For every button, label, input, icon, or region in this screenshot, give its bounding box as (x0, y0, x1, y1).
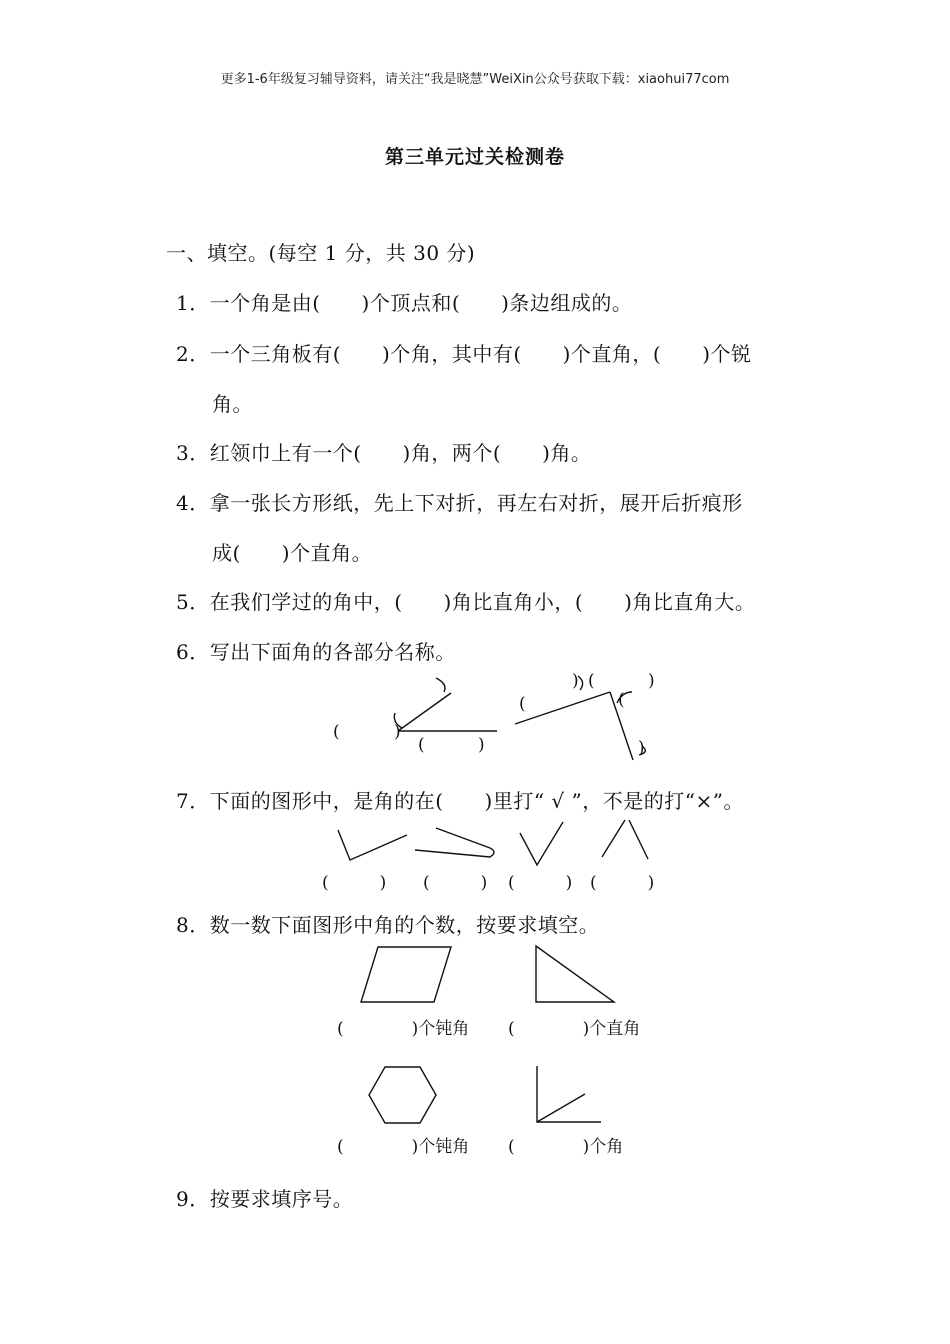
question-2-line-2: 角。 (212, 392, 253, 416)
question-4-line-2: 成( )个直角。 (212, 541, 373, 565)
page-header-note: 更多1-6年级复习辅导资料，请关注“我是晓慧”WeiXin公众号获取下载：xiaohui77com (220, 72, 730, 87)
question-4-line-1: 4．拿一张长方形纸，先上下对折，再左右对折，展开后折痕形 (176, 491, 743, 515)
q7-blank-2[interactable]: ( ) (423, 873, 488, 893)
q8-label-hexagon[interactable]: ( )个钝角 (337, 1137, 470, 1157)
q6-blank-close-1: ) (394, 722, 401, 742)
q7-figure-4-line-a (602, 820, 625, 857)
question-1: 1．一个角是由( )个顶点和( )条边组成的。 (176, 291, 633, 315)
q8-parallelogram (361, 947, 451, 1002)
q6-blank-close-4: ) (648, 671, 655, 691)
page-title: 第三单元过关检测卷 (384, 146, 565, 168)
q6-angle2-arc-mark-top (578, 676, 583, 690)
q7-figure-3-angle (520, 822, 563, 865)
question-8: 8．数一数下面图形中角的个数，按要求填空。 (176, 913, 600, 937)
q7-blank-1[interactable]: ( ) (322, 873, 387, 893)
q6-blank-close-5: ) (638, 738, 645, 758)
q6-angle1-arc-mark (436, 678, 445, 692)
q8-angle-lines (537, 1066, 601, 1122)
q6-angle1-side-slanted (398, 693, 451, 731)
q6-blank-open-1: ( (333, 722, 340, 742)
question-5: 5．在我们学过的角中，( )角比直角小，( )角比直角大。 (176, 590, 756, 614)
question-6: 6．写出下面角的各部分名称。 (176, 640, 456, 664)
q7-blank-4[interactable]: ( ) (590, 873, 655, 893)
section-heading-fill-blanks: 一、填空。(每空 1 分，共 30 分) (166, 241, 476, 265)
q6-blank-open-4: ( (588, 671, 595, 691)
q6-blank-open-2: ( (418, 735, 425, 755)
q6-blank-open-3: ( (519, 694, 526, 714)
question-7: 7．下面的图形中，是角的在( )里打“ √ ”，不是的打“×”。 (176, 789, 744, 813)
question-2-line-1: 2．一个三角板有( )个角，其中有( )个直角，( )个锐 (176, 342, 752, 366)
q7-figure-4-line-b (629, 820, 648, 859)
q8-right-triangle (536, 946, 614, 1002)
q7-figure-1-angle (338, 830, 407, 860)
q6-blank-open-5: ( (618, 690, 625, 710)
q8-angle-ray (537, 1094, 585, 1122)
q8-label-angle[interactable]: ( )个角 (508, 1137, 624, 1157)
q8-label-parallelogram[interactable]: ( )个钝角 (337, 1019, 470, 1039)
q6-angle2-side-left (515, 692, 610, 724)
question-9: 9．按要求填序号。 (176, 1187, 354, 1211)
q7-figure-2-curved (415, 828, 494, 857)
q6-blank-close-3: ) (572, 671, 579, 691)
q8-label-triangle[interactable]: ( )个直角 (508, 1019, 641, 1039)
q7-blank-3[interactable]: ( ) (508, 873, 573, 893)
q8-hexagon (369, 1067, 436, 1123)
q6-blank-close-2: ) (478, 735, 485, 755)
question-3: 3．红领巾上有一个( )角，两个( )角。 (176, 441, 592, 465)
